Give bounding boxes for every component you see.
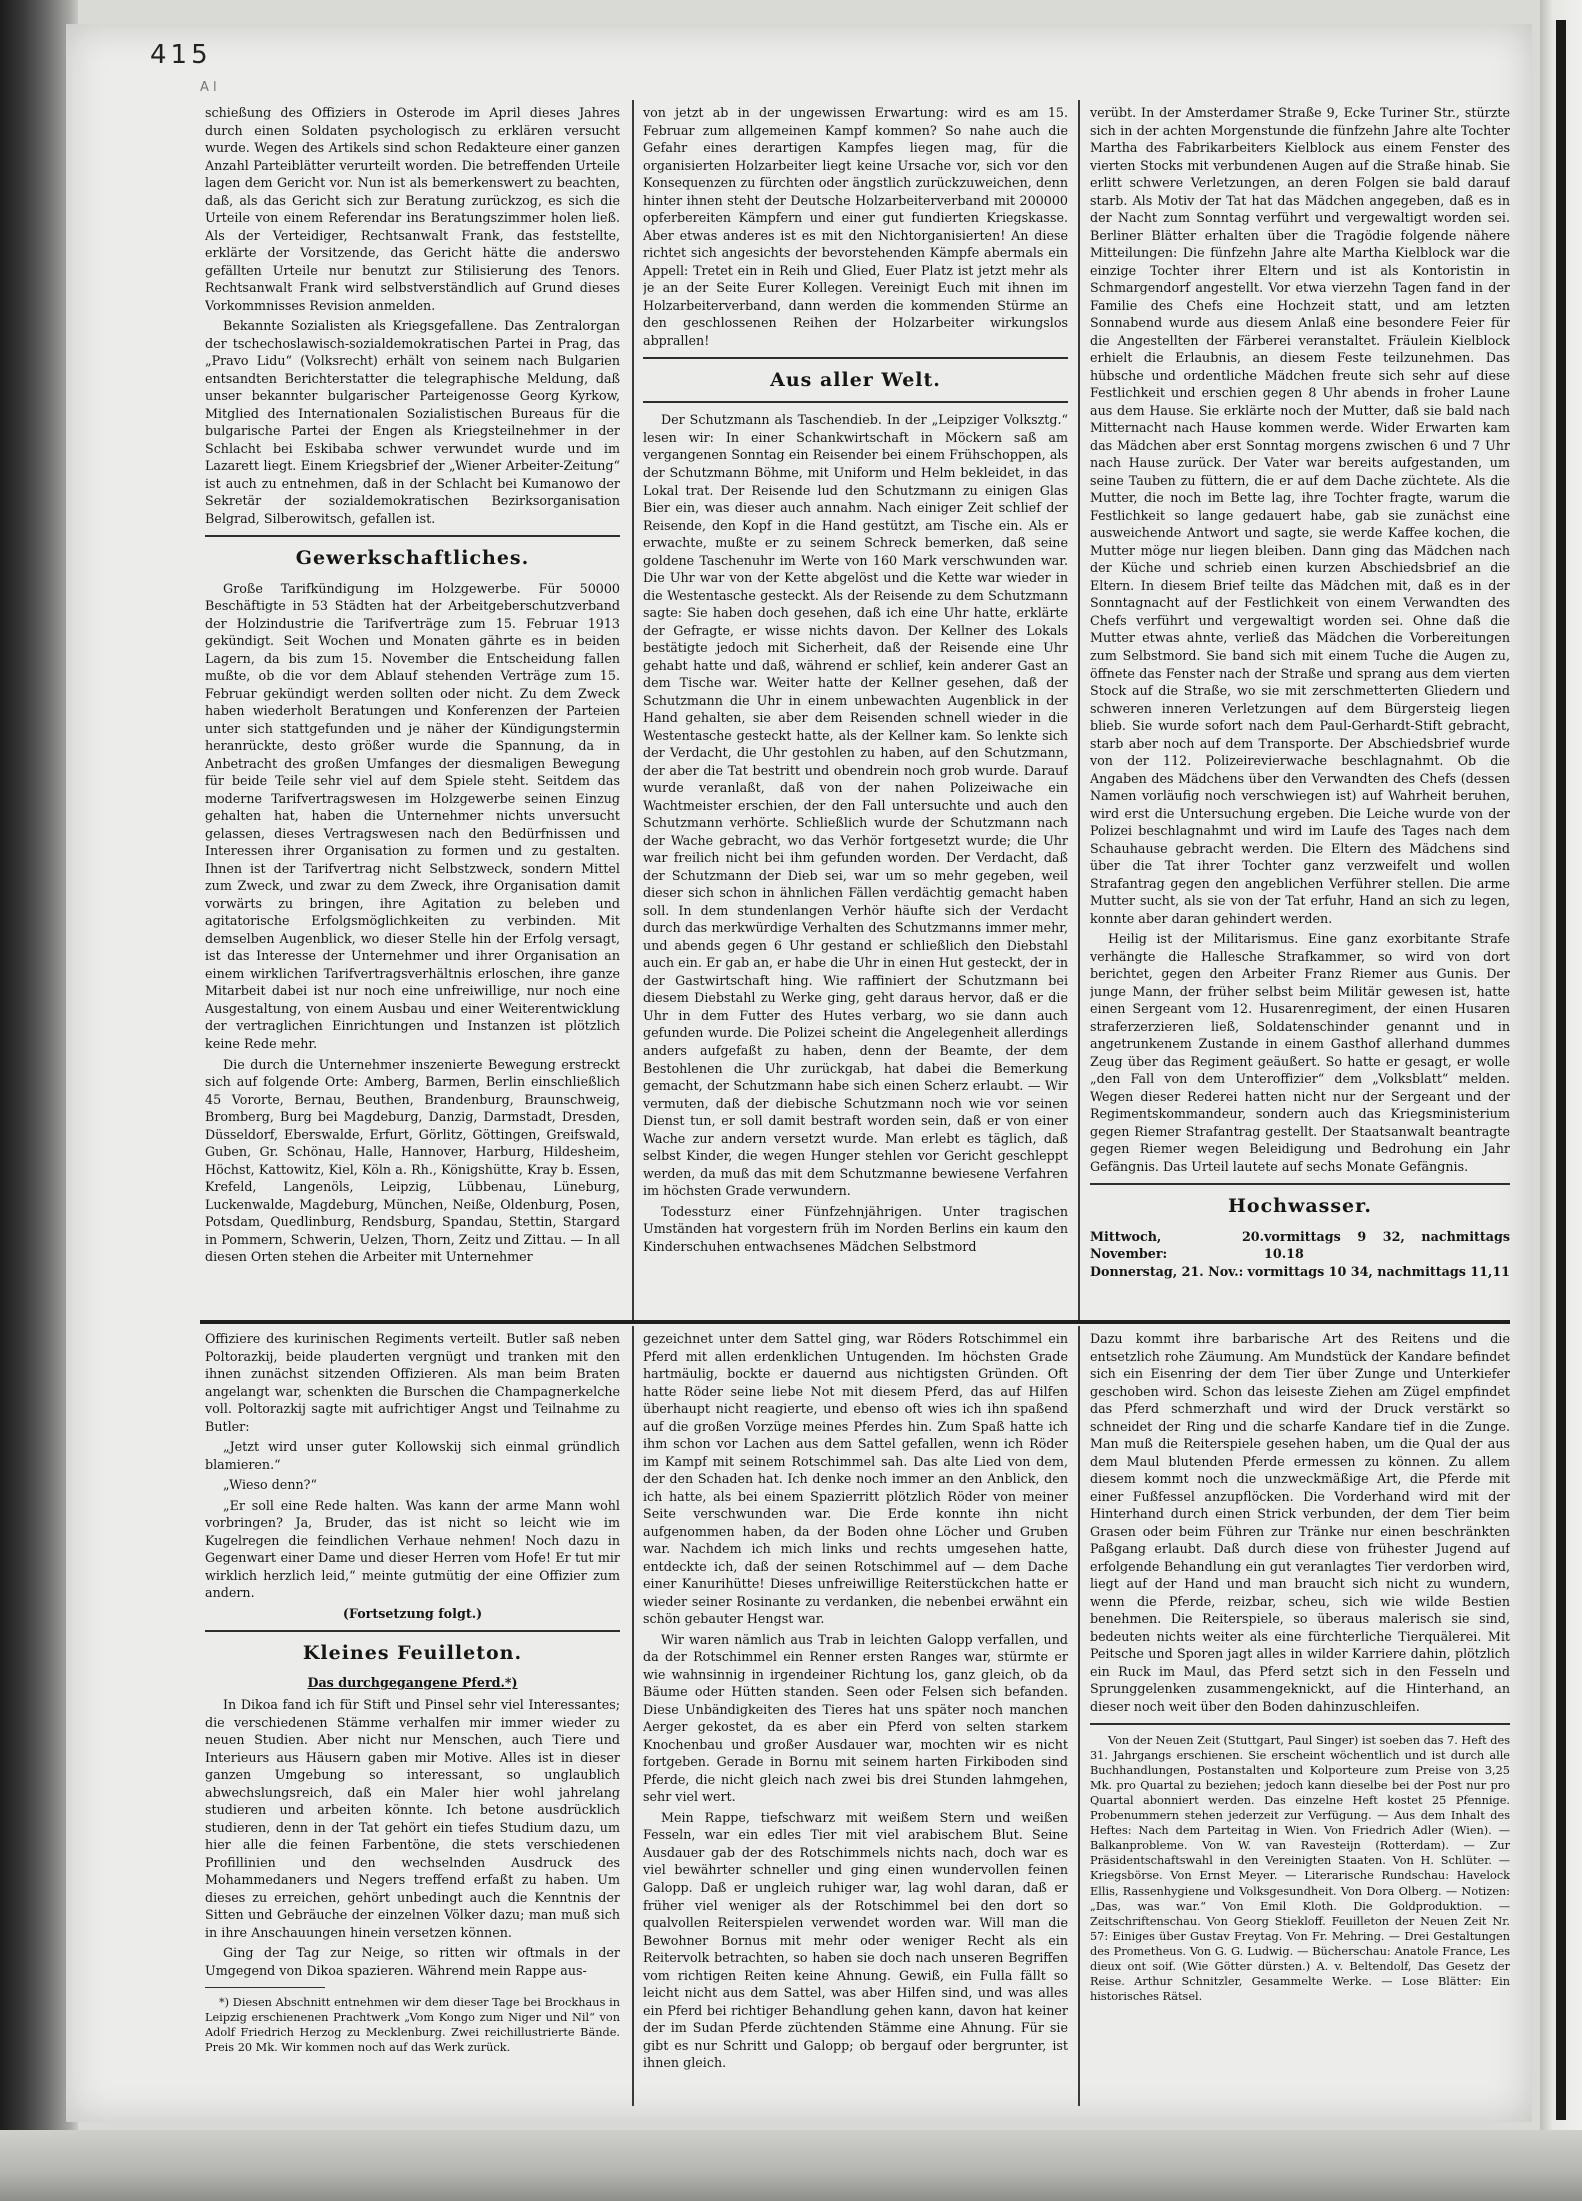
lower-column-1 — [205, 1330, 620, 2100]
column-rule-lower-2 — [1078, 1326, 1080, 2106]
tide-table — [1090, 1193, 1510, 1280]
divider — [643, 401, 1068, 403]
scan-bottom-band — [0, 2130, 1582, 2201]
feuilleton-paragraph-3: gezeichnet unter dem Sattel ging, war Röders Rotschimmel ein Pferd mit allen erdenklichen Untugenden. Im höchsten Grade hartmäulig, bockte er dauernd aus nichtigsten Gründen. Oft hatte Röder seine liebe Not mit diesem Pferd, das auf Hilfen überhaupt nicht reagierte, und ebenso oft wies ich ihn spaßend auf die großen Vorzüge meines Pferdes hin. Zum Spaß hatte ich ihm schon vor Lachen aus dem Sattel gefallen, wenn ich Röder im Kampf mit seinem Rotschimmel sah. Das alte Lied von dem, der den Schaden hat. Ich denke noch immer an den Anblick, den ich hatte, als bei einem Spazierritt plötzlich Röder von meiner Seite verschwunden war. Die Erde konnte ihn nicht aufgenommen haben, da der Boden ohne Löcher und Gruben war. Nachdem ich mich links und rechts umgesehen hatte, entdeckte ich, daß der seinen Rotschimmel auf — dem Dache einer Kanurihütte! Dieses unfreiwillige Reiterstückchen hatte er wieder seiner Rosinante zu verdanken, die nebenbei erwähnt ein schön gebauter Hengst war. — [643, 1331, 1068, 1627]
feuilleton-paragraph-2: Ging der Tag zur Neige, so ritten wir oftmals in der Umgegend von Dikoa spazieren. Während mein Rappe aus- — [205, 1945, 620, 1978]
heading-hochwasser: Hochwasser. — [1227, 1195, 1373, 1218]
feuilleton-paragraph-4: Wir waren nämlich aus Trab in leichten Galopp verfallen, und da der Rotschimmel ein Renner ersten Ranges war, stürmte er wie wahnsinnig in irgendeiner Richtung los, ganz gleich, ob da Bäume oder Hütten standen. Seen oder Felsen sich befanden. Diese Unbändigkeiten des Tieres hat uns später noch manchen Aerger gekostet, da es aber ein Pferd von selten starkem Knochenbau und großer Ausdauer war, mochten wir es nicht fortgeben. Gerade in Bornu mit seinem harten Firkiboden sind Pferde, die nicht gleich nach zwei bis drei Stunden lahmgehen, sehr viel wert. — [643, 1631, 1068, 1805]
upper-column-3 — [1090, 104, 1510, 1316]
tide-row-wednesday — [1090, 1228, 1510, 1263]
novel-continued: Offiziere des kurinischen Regiments verteilt. Butler saß neben Poltorazkij, beide plauderten vergnügt und tranken mit den ihnen zunächst sitzenden Offizieren. Als man beim Braten angelangt war, schenkten die Burschen die Champagnerkelche voll. Poltorazkij sagte mit aufrichtiger Angst und Teilnahme zu Butler: — [205, 1331, 620, 1434]
novel-quote-3: „Er soll eine Rede halten. Was kann der arme Mann wohl vorbringen? Ja, Bruder, das ist nicht so leicht wie im Kugelregen die feindlichen Verhaue nehmen! Noch dazu in Gegenwart einer Dame und dieser Herren vom Hofe! Er tut mir wirklich herzlich leid,“ meinte gutmütig der eine Offizier zum andern. — [205, 1497, 620, 1601]
scan-right-mark — [1556, 20, 1566, 2120]
divider — [1090, 1723, 1510, 1725]
article-schutzmann: Der Schutzmann als Taschendieb. In der „Leipziger Volksztg.“ lesen wir: In einer Schankwirtschaft in Möckern saß am vergangenen Sonntag ein Reisender bei einem Frühschoppen, als der Schutzmann Böhme, mit Uniform und Helm bekleidet, in das Lokal trat. Der Reisende lud den Schutzmann zu einigen Glas Bier ein, was dieser auch annahm. Nach einiger Zeit schlief der Reisende, den Kopf in die Hand gestützt, am Tische ein. Als er erwachte, mußte er zu seinem Schreck bemerken, daß seine goldene Taschenuhr im Werte von 160 Mark verschwunden war. Die Uhr war von der Kette abgelöst und die Kette war wieder in die Westentasche gesteckt. Als der Reisende zu dem Schutzmann sagte: Sie haben doch gesehen, daß ich eine Uhr hatte, erklärte der Gefragte, er wisse nichts davon. Der Kellner des Lokals bestätigte jedoch mit Sicherheit, daß der Reisende eine Uhr gehabt hatte und daß, während er schlief, kein anderer Gast an dem Tische war. Weiter hatte der Kellner gesehen, daß der Schutzmann die Uhr in einem unbewachten Augenblick in der Hand gehalten, sie aber dem Reisenden schnell wieder in die Westentasche gesteckt hatte, als der Kellner kam. So lenkte sich der Verdacht, die Uhr gestohlen zu haben, auf den Schutzmann, der aber die Tat bestritt und obendrein noch grob wurde. Darauf wurde veranlaßt, daß von der nahen Polizeiwache ein Wachtmeister erschien, der den Fall untersuchte und auch den Schutzmann verhörte. Schließlich wurde der Schutzmann nach der Wache gebracht, wo das Verhör fortgesetzt wurde; die Uhr war freilich nicht bei ihm gefunden worden. Der Verdacht, daß der Schutzmann der Dieb sei, war um so mehr gegeben, weil dieser sich schon in ähnlichen Fällen verdächtig gemacht haben soll. In dem stundenlangen Verhör häufte sich der Verdacht durch das merkwürdige Verhalten des Schutzmanns immer mehr, und abends gegen 6 Uhr gestand er schließlich den Diebstahl auch ein. Er gab an, er habe die Uhr in einen Hut gesteckt, der in der Gastwirtschaft hing. Wie raffiniert der Schutzmann bei diesem Diebstahl zu Werke ging, geht daraus hervor, daß er die Uhr in dem Futter des Hutes verbarg, wo sie dann auch gefunden wurde. Die Polizei scheint die Angelegenheit allerdings anders aufgefaßt zu haben, denn der Beamte, der dem Bestohlenen die Uhr zurückgab, hat dabei die Bemerkung gemacht, der Schutzmann habe sich einen Scherz erlaubt. — Wir vermuten, daß der diebische Schutzmann noch wie vor seinen Dienst tun, er soll damit bestraft worden sein, daß er von einer Wache zur andern versetzt wurde. Man erlebt es täglich, daß selbst Kinder, die wegen Hunger stehlen vor Gericht geschleppt werden, da muß das mit dem Schutzmanne bewiesene Verfahren im höchsten Grade verwundern. — [643, 412, 1068, 1199]
column-rule-upper-2 — [1078, 100, 1080, 1320]
article-todessturz-continued: verübt. In der Amsterdamer Straße 9, Ecke Turiner Str., stürzte sich in der achten Morgenstunde die fünfzehn Jahre alte Tochter Martha des Fabrikarbeiters Kielblock aus einem Fenster des vierten Stocks mit verbundenen Augen auf die Straße hinab. Sie erlitt schwere Verletzungen, an deren Folgen sie bald darauf starb. Als Motiv der Tat hat das Mädchen angegeben, daß es in der Nacht zum Sonntag verführt und vergewaltigt worden sei. Berliner Blätter erhalten über die Tragödie folgende nähere Mitteilungen: Die fünfzehn Jahre alte Martha Kielblock war die einzige Tochter ihrer Eltern und ist als Kontoristin in Schmargendorf angestellt. Vor etwa vierzehn Tagen fand in der Familie des Chefs eine Hochzeit statt, und am letzten Sonnabend wurde aus diesem Anlaß eine besondere Feier für die Angestellten der Färberei veranstaltet. Fräulein Kielblock erhielt die Erlaubnis, an diesem Feste teilzunehmen. Das hübsche und ordentliche Mädchen freute sich sehr auf diese Festlichkeit und erschien gegen 8 Uhr abends in froher Laune aus dem Hause. Sie erklärte noch der Mutter, daß sie bald nach Mitternacht nach Hause kommen werde. Wider Erwarten kam das Mädchen aber erst Sonntag morgens zwischen 6 und 7 Uhr nach Hause zurück. Der Vater war bereits aufgestanden, um seine Tauben zu füttern, die er auf dem Dache züchtete. Als die Mutter, die noch im Bette lag, ihre Tochter fragte, warum die Festlichkeit so lange gedauert habe, gab sie zunächst eine ausweichende Antwort und sagte, sie werde Kaffee kochen, die Mutter möge nur liegen bleiben. Dann ging das Mädchen nach der Küche und schrieb einen kurzen Abschiedsbrief an die Eltern. In diesem Brief teilte das Mädchen mit, daß es in der Sonntagnacht auf der Festlichkeit von einem Verwandten des Chefs verführt und vergewaltigt worden sei. Ohne daß die Mutter etwas ahnte, verließ das Mädchen die Vorbereitungen zum Selbstmord. Sie band sich mit einem Tuche die Augen zu, öffnete das Fenster nach der Straße und sprang aus dem vierten Stock auf die Straße, wo sie mit zerschmetterten Gliedern und schweren inneren Verletzungen auf dem Bürgersteig liegen blieb. Sie wurde sofort nach dem Paul-Gerhardt-Stift gebracht, starb aber noch auf dem Transporte. Der Abschiedsbrief wurde von der 112. Polizeirevierwache beschlagnahmt. Ob die Angaben des Mädchens über den Verwandten des Chefs (dessen Namen vorläufig noch verschwiegen ist) auf Wahrheit beruhen, wird erst die Untersuchung ergeben. Die Leiche wurde von der Polizei beschlagnahmt und wird im Laufe des Tages nach dem Schauhause gebracht werden. Die Eltern des Mädchens sind über die Tat ihrer Tochter ganz verzweifelt und wollen Strafantrag gegen den angeblichen Verführer stellen. Die arme Mutter sucht, als sie von der Tat erfuhr, Hand an sich zu legen, konnte aber daran gehindert werden. — [1090, 105, 1510, 926]
article-militarismus: Heilig ist der Militarismus. Eine ganz exorbitante Strafe verhängte die Hallesche Strafkammer, so wird von dort berichtet, gegen den Arbeiter Franz Riemer aus Gunis. Der junge Mann, der früher selbst beim Militär gewesen ist, hatte einen Sergeant vom 12. Husarenregiment, der einen Husaren straferzerzieren ließ, Soldatenschinder genannt und in angetrunkenem Zustande in einem Gasthof allerhand dummes Zeug über das Regiment geäußert. So hatte er gesagt, er wolle „den Fall von dem Unteroffizier“ dem „Volksblatt“ melden. Wegen dieser Rederei hatten nicht nur der Sergeant und der Regimentskommandeur, sondern auch das Kriegsministerium gegen Riemer Strafantrag gestellt. Der Staatsanwalt beantragte gegen Riemer wegen Beleidigung und Bedrohung ein Jahr Gefängnis. Das Urteil lautete auf sechs Monate Gefängnis. — [1090, 931, 1510, 1174]
tide-day-label: Mittwoch, 20. November: — [1090, 1228, 1265, 1262]
feuilleton-paragraph-5: Mein Rappe, tiefschwarz mit weißem Stern und weißen Fesseln, war ein edles Tier mit viel arabischem Blut. Seine Ausdauer gab der des Rotschimmels nichts nach, doch war es viel bewährter schneller und ging einen wundervollen feinen Galopp. Daß er ungleich ruhiger war, lag wohl daran, daß er früher viel weniger als der Rotschimmel bei den dort so qualvollen Reiterspielen verwendet worden war. Will man die Bewohner Bornus mit mehr oder weniger Recht als ein Reitervolk betrachten, so haben sie doch nach unseren Begriffen vom richtigen Reiten keine Ahnung. Gewiß, ein Fulla fällt so leicht nicht aus dem Sattel, was aber Hilfen sind, und was alles ein Pferd bei richtiger Behandlung gehen kann, davon hat keiner der im Sudan Pferde züchtenden Stämme eine Ahnung. Für sie gibt es nur Schritt und Galopp; ob bergauf oder bergrunter, ist ihnen gleich. — [643, 1809, 1068, 2071]
lower-column-2 — [643, 1330, 1068, 2100]
article-osterode-end: schießung des Offiziers in Osterode im April dieses Jahres durch einen Soldaten psychologisch zu erklären versucht wurde. Wegen des Artikels sind schon Redakteure einer ganzen Anzahl Parteiblätter verurteilt worden. Die betreffenden Urteile lagen dem Gericht vor. Nun ist als bemerkenswert zu beachten, daß, als das Gericht sich zur Beratung zurückzog, es sich die Urteile von einem Referendar ins Beratungszimmer holen ließ. Als der Verteidiger, Rechtsanwalt Frank, das feststellte, erklärte der Vorsitzende, das Gericht hätte die anderswo gefällten Urteile nur benutzt zur Stilisierung des Tenors. Rechtsanwalt Frank wird selbstverständlich auf Grund dieses Vorkommnisses Revision anmelden. — [205, 105, 620, 313]
novel-quote-2: „Wieso denn?“ — [223, 1477, 317, 1493]
tide-times: vormittags 9 32, nachmittags 10.18 — [1264, 1228, 1510, 1262]
continuation-note: (Fortsetzung folgt.) — [342, 1605, 483, 1621]
section-divider — [200, 1320, 1510, 1324]
divider — [205, 1630, 620, 1632]
footnote: *) Diesen Abschnitt entnehmen wir dem dieser Tage bei Brockhaus in Leipzig erschienenen Prachtwerk „Vom Kongo zum Niger und Nil“ von Adolf Friedrich Herzog zu Mecklenburg. Zwei reichillustrierte Bände. Preis 20 Mk. Wir kommen noch auf das Werk zurück. — [205, 1996, 620, 2054]
page-number: 415 — [150, 40, 212, 70]
column-rule-upper-1 — [632, 100, 634, 1320]
divider — [1090, 1183, 1510, 1185]
divider — [643, 357, 1068, 359]
tide-row-thursday — [1090, 1263, 1510, 1281]
article-tarif-orte: Die durch die Unternehmer inszenierte Bewegung erstreckt sich auf folgende Orte: Amberg, Barmen, Berlin einschließlich 45 Vororte, Bernau, Beuthen, Brandenburg, Braunschweig, Bromberg, Burg bei Magdeburg, Danzig, Darmstadt, Dresden, Düsseldorf, Eberswalde, Erfurt, Görlitz, Göttingen, Greifswald, Guben, Gr. Schönau, Halle, Hannover, Harburg, Hildesheim, Höchst, Kattowitz, Kiel, Köln a. Rh., Königshütte, Kray b. Essen, Krefeld, Langenöls, Leipzig, Lübbenau, Lüneburg, Luckenwalde, Magdeburg, München, Neiße, Oldenburg, Posen, Potsdam, Quedlinburg, Rendsburg, Spandau, Stettin, Stargard in Pommern, Schwerin, Uelzen, Thorn, Zeitz und Zittau. — In all diesen Orten stehen die Arbeiter mit Unternehmer — [205, 1056, 620, 1265]
neue-zeit-notice: Von der Neuen Zeit (Stuttgart, Paul Singer) ist soeben das 7. Heft des 31. Jahrgangs erschienen. Sie erscheint wöchentlich und ist durch alle Buchhandlungen, Postanstalten und Kolporteure zum Preise von 3,25 Mk. pro Quartal zu beziehen; jedoch kann dieselbe bei der Post nur pro Quartal abonniert werden. Das einzelne Heft kostet 25 Pfennige. Probenummern stehen jederzeit zur Verfügung. — Aus dem Inhalt des Heftes: Nach dem Parteitag in Wien. Von Friedrich Adler (Wien). — Balkanprobleme. Von W. van Ravesteijn (Rotterdam). — Zur Präsidentschaftswahl in den Vereinigten Staaten. Von H. Schlüter. — Kriegsbörse. Von Ernst Meyer. — Literarische Rundschau: Havelock Ellis, Rassenhygiene und Volksgesundheit. Von Dora Olberg. — Notizen: „Das, was war.“ Von Emil Kloth. Die Goldproduktion. — Zeitschriftenschau. Von Georg Stiekloff. Feuilleton der Neuen Zeit Nr. 57: Einiges über Gustav Freytag. Von Fr. Mehring. — Drei Gestaltungen des Prometheus. Von G. G. Ludwig. — Bücherschau: Anatole France, Les dieux ont soif. (Wie Götter dürsten.) A. v. Beltendolf, Das Gesetz der Reise. Arthur Schnitzler, Gesammelte Werke. — Lose Blätter: Ein historisches Rätsel. — [1090, 1734, 1510, 2003]
article-todessturz: Todessturz einer Fünfzehnjährigen. Unter tragischen Umständen hat vorgestern früh im Norden Berlins ein kaum den Kinderschuhen entwachsenes Mädchen Selbstmord — [643, 1203, 1068, 1254]
article-socialists-war: Bekannte Sozialisten als Kriegsgefallene. Das Zentralorgan der tschechoslawisch-sozialdemokratischen Partei in Prag, das „Pravo Lidu“ (Volksrecht) erhält von seinem nach Bulgarien entsandten Berichterstatter die telegraphische Meldung, daß unser bekannter bulgarischer Parteigenosse Georg Kyrkow, Mitglied des Internationalen Sozialistischen Bureaus für die bulgarische Partei der Engen als Kriegsteilnehmer in der Schlacht bei Eskibaba schwer verwundet wurde und im Lazarett liegt. Einem Kriegsbrief der „Wiener Arbeiter-Zeitung“ ist auch zu entnehmen, daß in der Schlacht bei Kumanowo der Sekretär der sozialdemokratischen Bezirksorganisation Belgrad, Silberowitsch, gefallen ist. — [205, 318, 620, 526]
upper-column-2 — [643, 104, 1068, 1316]
tide-times: vormittags 10 34, nachmittags 11,11 — [1247, 1263, 1510, 1279]
feuilleton-title: Das durchgegangene Pferd.*) — [307, 1675, 518, 1691]
novel-quote-1: „Jetzt wird unser guter Kollowskij sich einmal gründlich blamieren.“ — [205, 1439, 620, 1472]
heading-kleines-feuilleton: Kleines Feuilleton. — [302, 1642, 523, 1665]
footnote-rule — [205, 1987, 325, 1988]
column-rule-lower-1 — [632, 1326, 634, 2106]
article-tarifkuendigung: Große Tarifkündigung im Holzgewerbe. Für 50000 Beschäftigte in 53 Städten hat der Arbeitgeberschutzverband der Holzindustrie die Tarifverträge zum 15. Februar 1913 gekündigt. Seit Wochen und Monaten gährte es in beiden Lagern, da bis zum 15. November die Entscheidung fallen mußte, ob die vor dem Ablauf stehenden Verträge zum 15. Februar gekündigt werden sollten oder nicht. Zu dem Zweck haben wiederholt Beratungen und Konferenzen der Parteien unter sich stattgefunden und je näher der Kündigungstermin heranrückte, desto größer wurde die Spannung, da in Anbetracht des großen Umfanges der diesmaligen Bewegung für beide Teile sehr viel auf dem Spiele steht. Seitdem das moderne Tarifvertragswesen im Holzgewerbe seinen Einzug gehalten hat, haben die Unternehmer nichts unversucht gelassen, dieses Vertragswesen nach den Bedürfnissen und Interessen ihrer Organisation zu formen und zu gestalten. Ihnen ist der Tarifvertrag nicht Selbstzweck, sondern Mittel zum Zweck, und zwar zu dem Zweck, ihre Organisation damit vorwärts zu bringen, ihre Agitation zu beleben und agitatorische Erfolgsmöglichkeiten zu verbinden. Mit demselben Augenblick, wo dieser Stelle hin der Erfolg versagt, ist das Interesse der Unternehmer und ihrer Organisation an einem wirklichen Tarifvertragsverhältnis erloschen, ihre ganze Mitarbeit dabei ist nur noch eine unfreiwillige, nur noch eine Ausgestaltung, von einem Ausbau und einer Weiterentwicklung der vertraglichen Einrichtungen und Instanzen ist plötzlich keine Rede mehr. — [205, 580, 620, 1051]
divider — [205, 535, 620, 537]
upper-column-1 — [205, 104, 620, 1316]
margin-mark: A l — [200, 80, 217, 95]
feuilleton-paragraph-1: In Dikoa fand ich für Stift und Pinsel sehr viel Interessantes; die verschiedenen Stämme verhalfen mir immer wieder zu neuen Studien. Aber nicht nur Menschen, auch Tiere und Interieurs aus Häusern gaben mir Motive. Alles ist in dieser ganzen Umgebung so interessant, so unglaublich abwechslungsreich, daß ein Maler hier wohl jahrelang studieren und arbeiten könnte. Ich betone ausdrücklich studieren, denn in der Tat gehört ein tiefes Studium dazu, um hier alle die feinen Farbentöne, die stets verschiedenen Profillinien und den wechselnden Ausdruck des Mohammedaners und Negers treffend erfaßt zu haben. Um dieses zu erreichen, gehört unbedingt auch die Kenntnis der Sitten und Gebräuche der einzelnen Völker dazu; man muß sich in ihre Anschauungen hinein versetzen können. — [205, 1696, 620, 1940]
tide-day-label: Donnerstag, 21. Nov.: — [1090, 1263, 1244, 1279]
article-tarif-continued: von jetzt ab in der ungewissen Erwartung: wird es am 15. Februar zum allgemeinen Kampf kommen? So nahe auch die Gefahr eines derartigen Kampfes liegen mag, für die organisierten Holzarbeiter liegt keine Ursache vor, sich vor den Konsequenzen zu fürchten oder ängstlich zurückzuweichen, denn hinter ihnen steht der Deutsche Holzarbeiterverband mit 200000 opferbereiten Kämpfern und einer gut fundierten Kriegskasse. Aber etwas anderes ist es mit den Nichtorganisierten! An diese richtet sich angesichts der bevorstehenden Kämpfe abermals ein Appell: Tretet ein in Reih und Glied, Euer Platz ist jetzt mehr als je an der Seite Eurer Kollegen. Vereinigt Euch mit ihnen im Holzarbeiterverband, dann werden die kommenden Stürme an den geschlossenen Reihen der Holzarbeiter wirkungslos abprallen! — [643, 105, 1068, 348]
feuilleton-paragraph-6: Dazu kommt ihre barbarische Art des Reitens und die entsetzlich rohe Zäumung. Am Mundstück der Kandare befindet sich ein Eisenring der dem Tier über Zunge und Unterkiefer geschoben wird. Schon das leiseste Ziehen am Zügel empfindet das Pferd schmerzhaft und wird der Druck verstärkt so schneidet der Ring und die scharfe Kandare tief in die Zunge. Man muß die Reiterspiele gesehen haben, um die Qual der aus dem Maul blutenden Pferde ermessen zu können. Zu allem diesem kommt noch die unzweckmäßige Art, die Pferde mit einer Fußfessel anzupflöcken. Die Vorderhand wird mit der Hinterhand durch einen Strick verbunden, der dem Tier beim Grasen oder beim Führen zur Tränke nur einen beschränkten Paßgang erlaubt. Daß durch diese von frühester Jugend auf erfolgende Behandlung ein gut veranlagtes Tier verdorben wird, liegt auf der Hand und man braucht sich nicht zu wundern, wenn die Pferde, reizbar, scheu, sich wie wilde Bestien benehmen. Die Reiterspiele, so überaus malerisch sie sind, bedeuten nichts weiter als eine fürchterliche Tierquälerei. Mit Peitsche und Sporen jagt alles in wilder Karriere dahin, plötzlich ein Ruck im Maul, das Pferd setzt sich in den Fesseln und Sprunggelenken zusammengeknickt, auf die Hinterhand, an dieser noch weit über den Boden dahinzuschleifen. — [1090, 1331, 1510, 1714]
heading-gewerkschaftliches: Gewerkschaftliches. — [295, 547, 530, 570]
lower-column-3 — [1090, 1330, 1510, 2100]
heading-aus-aller-welt: Aus aller Welt. — [770, 369, 941, 392]
